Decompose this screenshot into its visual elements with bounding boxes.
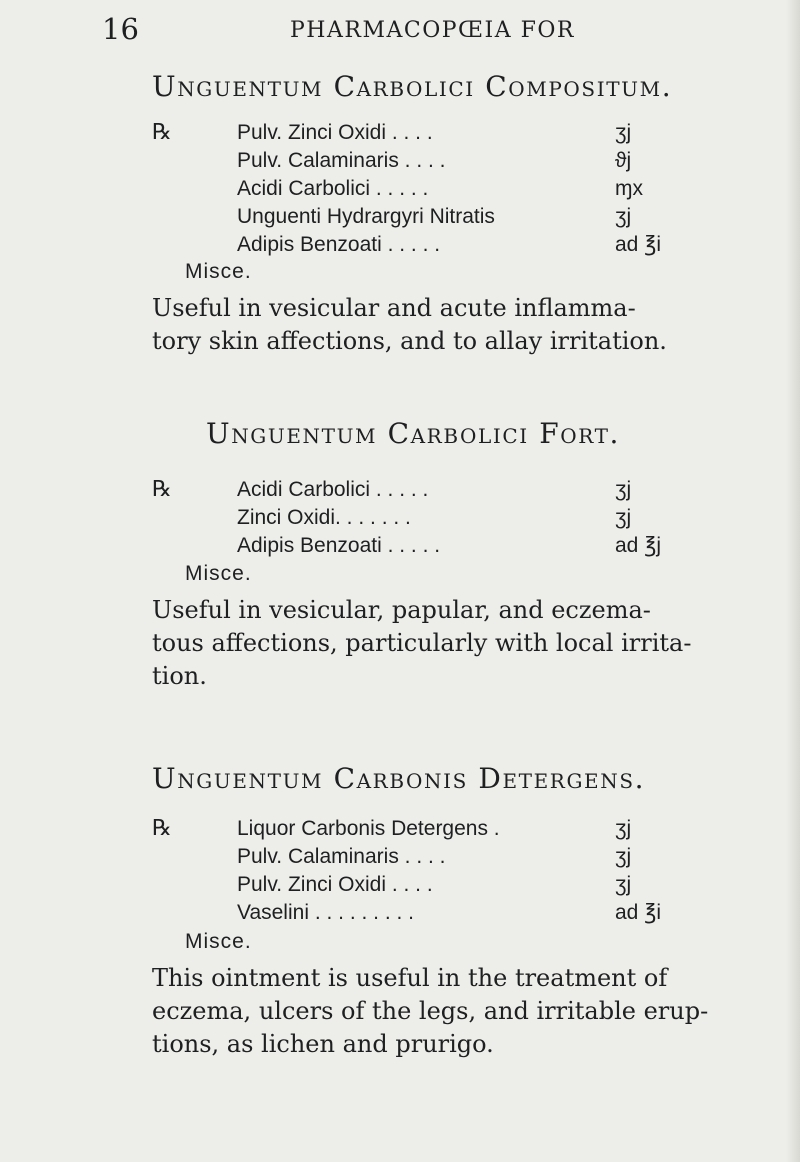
- section-2-note: [152, 594, 712, 693]
- note-line: tion.: [152, 662, 207, 690]
- ingredient-name: Unguenti Hydrargyri Nitratis: [237, 205, 495, 228]
- section-1-ingredient: [237, 230, 687, 260]
- section-3-ingredient: [237, 870, 687, 900]
- note-line: This ointment is useful in the treatment of: [152, 964, 668, 992]
- ingredient-quantity: ʒj: [615, 873, 632, 896]
- section-3-ingredient: [237, 814, 687, 844]
- note-line: tory skin affections, and to allay irritation.: [152, 327, 667, 355]
- section-3-ingredient: [237, 898, 687, 928]
- section-1-misce: Misce.: [185, 260, 252, 283]
- section-1-ingredient: [237, 202, 687, 232]
- ingredient-name: Pulv. Calaminaris . . . .: [237, 149, 446, 172]
- ingredient-name: Zinci Oxidi. . . . . . .: [237, 506, 411, 529]
- section-3-note: [152, 962, 712, 1061]
- section-3-rx-symbol: ℞: [152, 816, 172, 841]
- section-1-rx-symbol: ℞: [152, 120, 172, 145]
- page-number: 16: [102, 12, 139, 46]
- running-head: PHARMACOPŒIA FOR: [290, 18, 575, 43]
- ingredient-name: Vaselini . . . . . . . . .: [237, 901, 415, 924]
- ingredient-quantity: ɱx: [615, 177, 643, 200]
- ingredient-quantity: ʒj: [615, 817, 632, 840]
- ingredient-quantity: ad ℥i: [615, 901, 661, 924]
- ingredient-name: Pulv. Zinci Oxidi . . . .: [237, 121, 433, 144]
- section-1-note: [152, 292, 712, 358]
- ingredient-name: Pulv. Calaminaris . . . .: [237, 845, 446, 868]
- ingredient-quantity: ϑj: [615, 149, 632, 172]
- ingredient-name: Acidi Carbolici . . . . .: [237, 177, 429, 200]
- section-1-title: Unguentum Carbolici Compositum.: [152, 70, 673, 103]
- section-2-ingredient: [237, 531, 687, 561]
- section-2-misce: Misce.: [185, 562, 252, 585]
- ingredient-name: Pulv. Zinci Oxidi . . . .: [237, 873, 433, 896]
- section-1-ingredient: [237, 174, 687, 204]
- note-line: eczema, ulcers of the legs, and irritable erup-: [152, 997, 709, 1025]
- ingredient-quantity: ʒj: [615, 845, 632, 868]
- note-line: tous affections, particularly with local irrita-: [152, 629, 692, 657]
- ingredient-name: Liquor Carbonis Detergens .: [237, 817, 500, 840]
- section-1-ingredient: [237, 118, 687, 148]
- page-edge-shadow: [786, 0, 800, 1162]
- ingredient-quantity: ʒj: [615, 205, 632, 228]
- ingredient-quantity: ad ℥j: [615, 534, 661, 557]
- section-2-title: Unguentum Carbolici Fort.: [206, 417, 621, 450]
- ingredient-name: Adipis Benzoati . . . . .: [237, 233, 441, 256]
- ingredient-quantity: ʒj: [615, 506, 632, 529]
- section-2-ingredient: [237, 503, 687, 533]
- section-3-ingredient: [237, 842, 687, 872]
- ingredient-name: Adipis Benzoati . . . . .: [237, 534, 441, 557]
- section-1-ingredient: [237, 146, 687, 176]
- ingredient-name: Acidi Carbolici . . . . .: [237, 478, 429, 501]
- note-line: Useful in vesicular and acute inflamma-: [152, 294, 636, 322]
- section-3-misce: Misce.: [185, 930, 252, 953]
- note-line: tions, as lichen and prurigo.: [152, 1030, 494, 1058]
- note-line: Useful in vesicular, papular, and eczema-: [152, 596, 651, 624]
- ingredient-quantity: ad ℥i: [615, 233, 661, 256]
- section-2-ingredient: [237, 475, 687, 505]
- ingredient-quantity: ʒj: [615, 121, 632, 144]
- section-2-rx-symbol: ℞: [152, 477, 172, 502]
- section-3-title: Unguentum Carbonis Detergens.: [152, 762, 646, 795]
- ingredient-quantity: ʒj: [615, 478, 632, 501]
